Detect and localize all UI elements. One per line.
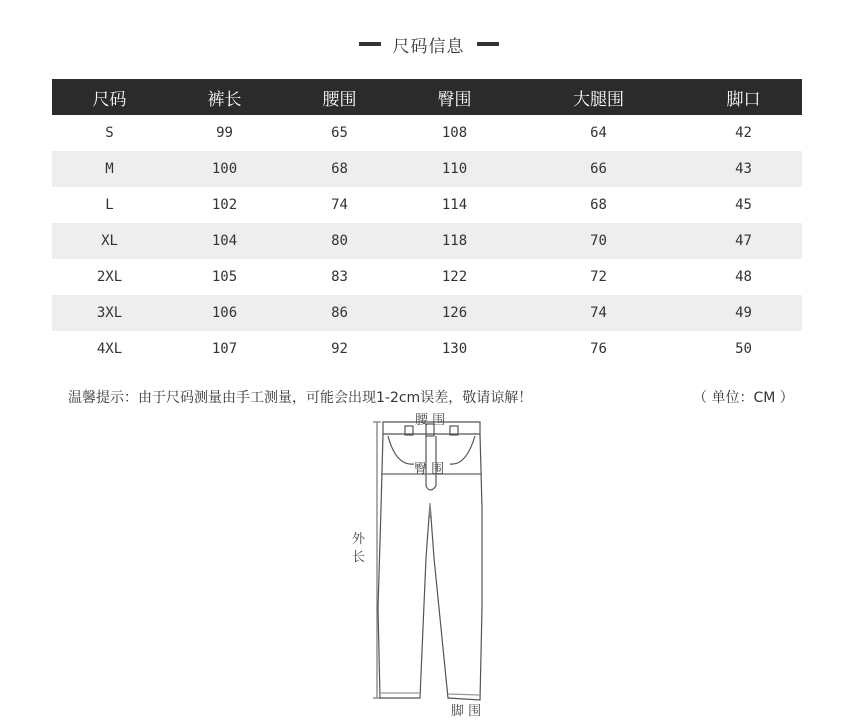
table-header-row [52, 79, 802, 115]
table-cell: 130 [441, 341, 468, 357]
table-cell: 74 [331, 197, 348, 213]
table-cell: 83 [331, 269, 348, 285]
table-cell: 65 [331, 125, 348, 141]
table-cell: 72 [590, 269, 607, 285]
table-row [52, 223, 802, 259]
table-cell: 99 [216, 125, 233, 141]
table-cell: 3XL [52, 295, 167, 331]
table-cell: 102 [211, 197, 238, 213]
table-cell: 43 [685, 151, 802, 187]
table-cell: 68 [590, 197, 607, 213]
title-left-bar [359, 42, 381, 46]
column-header: 裤长 [167, 79, 282, 115]
table-cell: S [105, 125, 114, 141]
table-cell: 76 [590, 341, 607, 357]
table-cell: 42 [735, 125, 752, 141]
column-header: 大腿围 [512, 79, 685, 115]
table-cell: 108 [441, 125, 468, 141]
table-cell: 66 [512, 151, 685, 187]
column-header: 腰围 [282, 79, 397, 115]
table-cell: 4XL [96, 341, 123, 357]
hip-label: 臀 围 [414, 462, 445, 477]
pants-outline-icon [340, 408, 510, 724]
hem-label: 脚 围 [451, 704, 482, 719]
table-cell: XL [52, 223, 167, 259]
table-cell: L [105, 197, 114, 213]
table-cell: 106 [167, 295, 282, 331]
outseam-label-2: 长 [352, 550, 366, 565]
table-cell: 74 [512, 295, 685, 331]
table-cell: 47 [685, 223, 802, 259]
page-title: 尺码信息 [392, 36, 465, 57]
section-title [0, 30, 857, 58]
column-header: 尺码 [52, 79, 167, 115]
table-cell: 110 [397, 151, 512, 187]
column-header: 脚口 [685, 79, 802, 115]
table-cell: 70 [512, 223, 685, 259]
table-row [52, 115, 802, 151]
table-cell: 49 [685, 295, 802, 331]
waist-label: 腰 围 [415, 413, 446, 428]
table-cell: 100 [167, 151, 282, 187]
table-cell: 92 [331, 341, 348, 357]
table-cell: 114 [441, 197, 468, 213]
table-row [52, 151, 802, 187]
unit-label: （ 单位：CM ） [693, 390, 794, 406]
table-cell: 107 [211, 341, 238, 357]
outseam-label-1: 外 [352, 532, 366, 547]
table-cell: 68 [282, 151, 397, 187]
table-row [52, 259, 802, 295]
table-cell: 126 [397, 295, 512, 331]
table-cell: 118 [397, 223, 512, 259]
table-cell: 122 [441, 269, 468, 285]
title-right-bar [477, 42, 499, 46]
table-cell: 48 [735, 269, 752, 285]
table-cell: 104 [167, 223, 282, 259]
table-cell: 80 [282, 223, 397, 259]
table-cell: 86 [282, 295, 397, 331]
table-row [52, 331, 802, 367]
measurement-note: 温馨提示：由于尺码测量由手工测量，可能会出现1-2cm误差，敬请谅解！ [68, 390, 533, 406]
table-row [52, 295, 802, 331]
table-cell: 2XL [96, 269, 123, 285]
pants-measurement-diagram [340, 408, 510, 724]
table-cell: 105 [211, 269, 238, 285]
table-row [52, 187, 802, 223]
table-cell: 64 [590, 125, 607, 141]
table-cell: 45 [735, 197, 752, 213]
table-cell: 50 [735, 341, 752, 357]
column-header: 臀围 [397, 79, 512, 115]
table-cell: M [52, 151, 167, 187]
size-table [52, 79, 802, 367]
